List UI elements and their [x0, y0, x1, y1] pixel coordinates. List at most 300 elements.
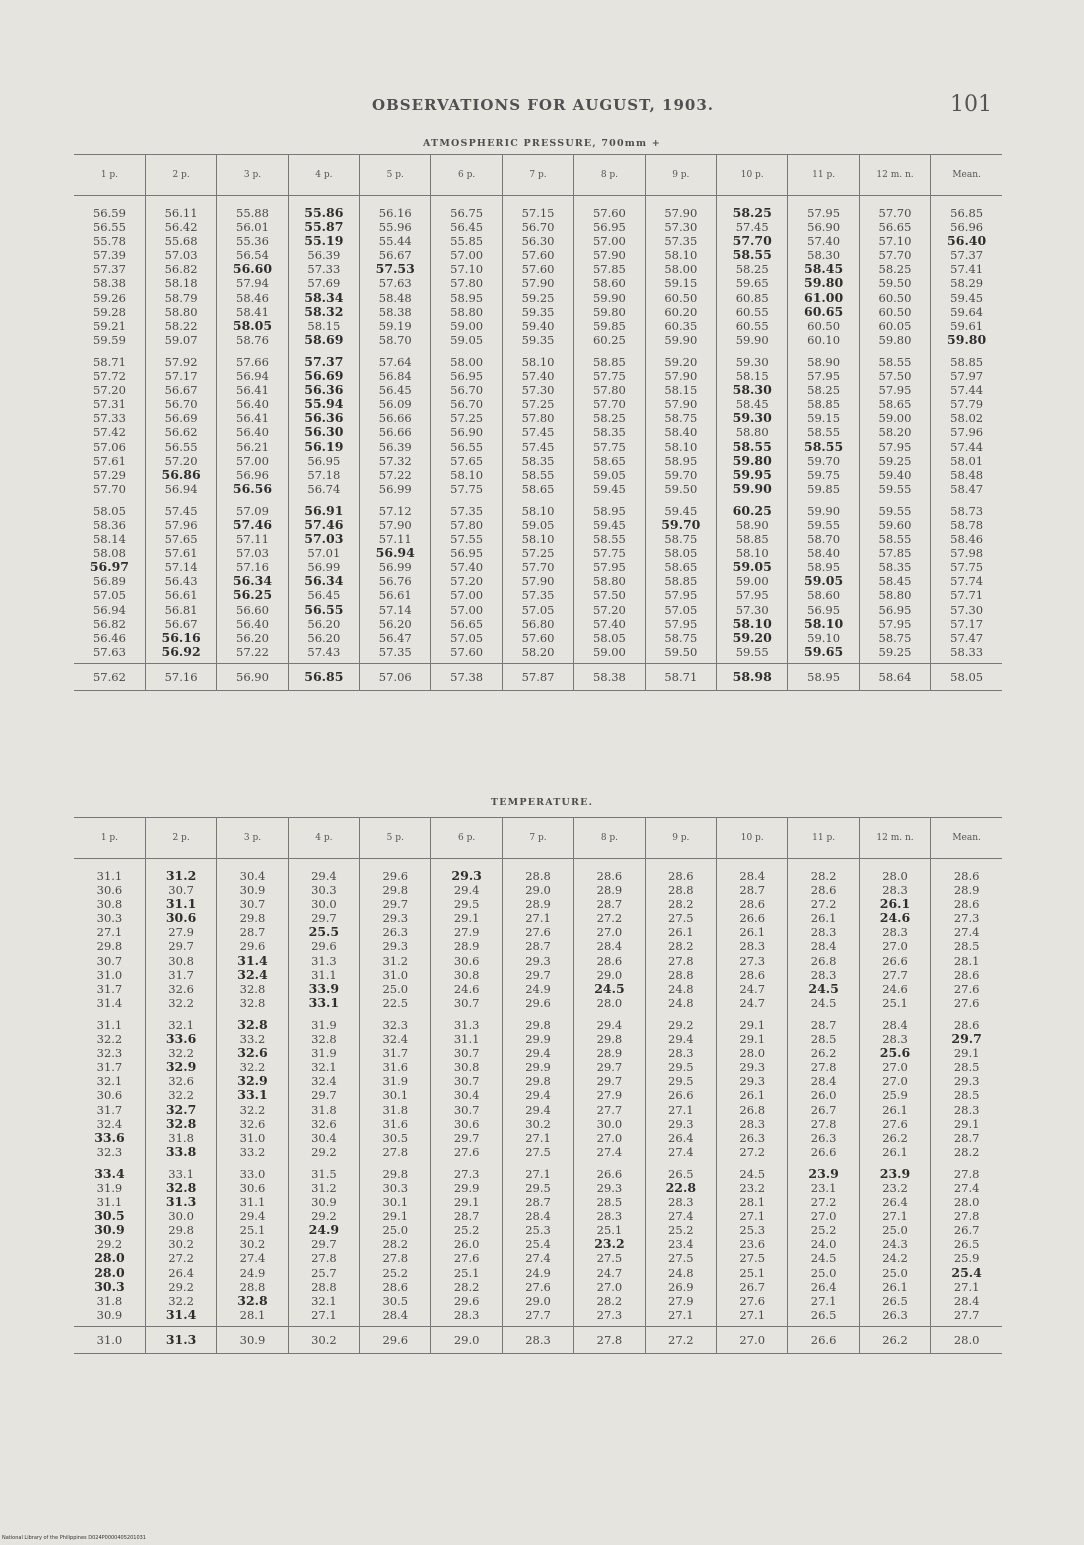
- table-cell: 27.5: [668, 1251, 694, 1266]
- table-cell: 59.00: [450, 318, 484, 333]
- table-cell: 57.97: [950, 369, 984, 384]
- table-cell: 29.5: [668, 1060, 694, 1075]
- table-cell: 56.74: [307, 481, 341, 496]
- page-header: [0, 92, 1084, 120]
- table-cell: 28.9: [596, 883, 623, 898]
- table-cell: 30.0: [168, 1209, 194, 1224]
- table-cell: 59.20: [664, 354, 698, 369]
- table-cell: 57.35: [521, 588, 555, 603]
- table-cell: 57.45: [164, 503, 198, 518]
- table-cell: 57.14: [164, 560, 198, 575]
- table-cell: 58.80: [164, 304, 198, 319]
- table-cell: 58.34: [304, 289, 344, 305]
- table-cell: 57.60: [521, 248, 555, 263]
- table-cell: 57.40: [807, 234, 841, 249]
- table-cell: 24.6: [879, 910, 911, 926]
- table-cell: 26.6: [739, 911, 766, 926]
- table-cell: 59.95: [732, 466, 772, 482]
- table-cell: 33.1: [237, 1087, 268, 1103]
- table-cell: 58.32: [304, 303, 344, 319]
- value-column: [574, 859, 645, 1327]
- table-cell: 56.21: [236, 439, 269, 454]
- table-cell: 57.22: [378, 467, 412, 482]
- table-cell: 56.67: [164, 383, 198, 398]
- table-cell: 56.01: [236, 220, 269, 235]
- table-cell: 27.8: [953, 1166, 980, 1181]
- table-cell: 56.82: [164, 262, 198, 277]
- table-cell: 30.6: [96, 883, 123, 898]
- table-cell: 30.9: [94, 1222, 125, 1238]
- table-cell: 57.90: [664, 369, 698, 384]
- table-cell: 26.3: [882, 1307, 908, 1322]
- table-cell: 27.1: [739, 1307, 766, 1322]
- table-cell: 27.2: [810, 1195, 837, 1210]
- table-cell: 56.69: [164, 411, 198, 426]
- table-cell: 57.61: [92, 453, 126, 468]
- table-cell: 28.4: [382, 1307, 409, 1322]
- value-group: [788, 355, 858, 496]
- table-cell: 26.4: [882, 1195, 908, 1210]
- table-cell: 27.0: [596, 1279, 623, 1294]
- table-cell: 28.8: [239, 1279, 266, 1294]
- table-cell: 58.55: [521, 467, 555, 482]
- table-cell: 30.7: [96, 953, 123, 968]
- table-cell: 57.30: [950, 602, 984, 617]
- table-cell: 25.9: [882, 1088, 908, 1103]
- table-cell: 31.1: [311, 967, 337, 982]
- table-cell: 58.00: [450, 354, 484, 369]
- table-cell: 57.30: [735, 602, 769, 617]
- table-cell: 28.6: [953, 1017, 980, 1032]
- table-cell: 29.8: [525, 1017, 551, 1032]
- mean-cell: 57.87: [502, 663, 573, 690]
- table-cell: 28.6: [953, 967, 980, 982]
- value-group: [503, 869, 573, 1010]
- value-group: [931, 1167, 1002, 1322]
- table-cell: 26.2: [810, 1046, 837, 1061]
- table-cell: 29.4: [668, 1032, 694, 1047]
- value-group: [788, 1167, 858, 1322]
- table-cell: 32.8: [239, 995, 266, 1010]
- table-cell: 56.96: [236, 467, 269, 482]
- table-cell: 27.4: [239, 1251, 266, 1266]
- table-cell: 58.35: [521, 453, 555, 468]
- table-cell: 57.85: [592, 262, 626, 277]
- table-cell: 31.2: [382, 953, 409, 968]
- table-cell: 57.45: [521, 425, 555, 440]
- table-cell: 31.9: [311, 1017, 337, 1032]
- table-cell: 59.70: [664, 467, 698, 482]
- table-cell: 56.40: [236, 616, 269, 631]
- table-cell: 56.34: [304, 573, 344, 589]
- table-cell: 58.75: [664, 532, 698, 547]
- table-cell: 26.1: [668, 925, 694, 940]
- value-column: [217, 859, 288, 1327]
- table-cell: 31.3: [311, 953, 337, 968]
- table-cell: 28.4: [882, 1017, 908, 1032]
- table-cell: 27.1: [739, 1209, 766, 1224]
- table-cell: 57.22: [236, 644, 269, 659]
- table-cell: 31.8: [96, 1293, 123, 1308]
- table-cell: 27.3: [953, 911, 980, 926]
- table-cell: 32.2: [168, 995, 194, 1010]
- table-cell: 27.1: [525, 1130, 551, 1145]
- table-cell: 28.0: [739, 1046, 766, 1061]
- table-cell: 30.5: [382, 1130, 409, 1145]
- table-cell: 32.2: [96, 1032, 123, 1047]
- table-cell: 27.7: [596, 1102, 623, 1117]
- table-cell: 24.9: [525, 1265, 551, 1280]
- column-header: 9 p.: [645, 818, 716, 859]
- table-cell: 56.94: [236, 369, 269, 384]
- table-cell: 56.95: [450, 369, 484, 384]
- value-group: [217, 355, 287, 496]
- table-cell: 59.45: [664, 503, 698, 518]
- table-cell: 58.01: [950, 453, 984, 468]
- table-cell: 56.66: [378, 411, 412, 426]
- table-cell: 57.03: [304, 531, 344, 547]
- table-cell: 56.40: [947, 233, 987, 249]
- table-cell: 58.38: [378, 304, 412, 319]
- mean-cell: 58.64: [859, 663, 930, 690]
- value-column: [288, 859, 359, 1327]
- table-cell: 27.6: [739, 1293, 766, 1308]
- column-header: 4 p.: [288, 818, 359, 859]
- table-cell: 28.8: [525, 869, 551, 883]
- table-cell: 56.36: [304, 382, 344, 398]
- table-cell: 28.6: [810, 883, 837, 898]
- table-cell: 57.90: [378, 517, 412, 532]
- table-cell: 59.64: [950, 304, 984, 319]
- table-cell: 59.28: [92, 304, 126, 319]
- table-cell: 26.5: [810, 1307, 837, 1322]
- table-cell: 32.8: [165, 1179, 197, 1195]
- table-cell: 58.45: [878, 574, 912, 589]
- table-cell: 57.75: [450, 481, 484, 496]
- table-cell: 27.2: [739, 1144, 766, 1159]
- table-cell: 33.2: [239, 1032, 266, 1047]
- table-cell: 28.3: [739, 939, 766, 954]
- table-cell: 24.7: [596, 1265, 623, 1280]
- table-cell: 58.10: [804, 615, 844, 631]
- table-cell: 59.80: [878, 332, 912, 347]
- value-group: [431, 355, 501, 496]
- column-header: 2 p.: [145, 818, 216, 859]
- table-cell: 31.2: [165, 868, 197, 883]
- value-group: [289, 1167, 359, 1322]
- table-cell: 28.4: [596, 939, 623, 954]
- table-cell: 56.80: [521, 616, 555, 631]
- table-cell: 58.95: [807, 560, 841, 575]
- table-cell: 60.50: [664, 290, 698, 305]
- mean-cell: 58.95: [788, 663, 859, 690]
- mean-cell: 26.6: [788, 1326, 859, 1353]
- table-cell: 59.80: [732, 452, 772, 468]
- table-cell: 24.2: [882, 1251, 908, 1266]
- table-cell: 29.1: [739, 1017, 766, 1032]
- table-cell: 57.20: [164, 453, 198, 468]
- table-cell: 58.10: [664, 248, 698, 263]
- table-cell: 27.1: [525, 1166, 551, 1181]
- table-cell: 29.7: [382, 897, 409, 912]
- value-column: [717, 859, 788, 1327]
- table-cell: 56.56: [232, 480, 273, 496]
- table-cell: 58.90: [807, 354, 841, 369]
- table-cell: 58.46: [236, 290, 269, 305]
- column-header: 7 p.: [502, 818, 573, 859]
- table-cell: 25.9: [953, 1251, 980, 1266]
- table-cell: 56.99: [307, 560, 341, 575]
- table-cell: 58.78: [950, 517, 984, 532]
- table-cell: 58.10: [450, 467, 484, 482]
- table-cell: 57.32: [378, 453, 412, 468]
- table-cell: 58.47: [950, 481, 984, 496]
- table-cell: 28.3: [953, 1102, 980, 1117]
- table-cell: 28.0: [94, 1250, 125, 1266]
- table-cell: 30.7: [453, 1046, 480, 1061]
- table-cell: 57.95: [878, 439, 912, 454]
- table-cell: 30.9: [311, 1195, 337, 1210]
- table-cell: 57.25: [521, 546, 555, 561]
- table-cell: 58.85: [592, 354, 626, 369]
- value-group: [74, 1167, 145, 1322]
- table-cell: 27.0: [596, 925, 623, 940]
- table-cell: 28.3: [739, 1116, 766, 1131]
- column-header: 3 p.: [217, 155, 288, 196]
- value-group: [717, 355, 787, 496]
- table-cell: 57.92: [164, 354, 198, 369]
- table-cell: 29.3: [451, 868, 482, 883]
- table-cell: 29.2: [311, 1144, 337, 1159]
- table-cell: 57.95: [664, 616, 698, 631]
- table-cell: 27.3: [596, 1307, 623, 1322]
- table-cell: 29.3: [382, 939, 409, 954]
- table-cell: 58.48: [378, 290, 412, 305]
- mean-cell: 27.0: [717, 1326, 788, 1353]
- table-cell: 56.55: [450, 439, 484, 454]
- table-cell: 55.44: [378, 234, 412, 249]
- table-cell: 56.67: [378, 248, 412, 263]
- table-cell: 57.17: [950, 616, 984, 631]
- table-cell: 30.4: [453, 1088, 480, 1103]
- table-cell: 29.8: [596, 1032, 623, 1047]
- table-cell: 56.45: [450, 220, 484, 235]
- table-cell: 56.30: [521, 234, 555, 249]
- table-cell: 25.0: [810, 1265, 837, 1280]
- table-cell: 56.99: [378, 560, 412, 575]
- table-cell: 58.38: [92, 276, 126, 291]
- table-cell: 28.6: [596, 869, 623, 883]
- table-cell: 27.0: [882, 1074, 908, 1089]
- table-cell: 29.7: [596, 1074, 623, 1089]
- table-cell: 30.7: [239, 897, 266, 912]
- table-cell: 24.6: [882, 981, 908, 996]
- table-cell: 24.3: [882, 1237, 908, 1252]
- table-cell: 56.36: [304, 410, 344, 426]
- table-cell: 57.11: [236, 532, 269, 547]
- mean-row: [74, 663, 1002, 690]
- table-cell: 25.0: [882, 1223, 908, 1238]
- table-cell: 58.95: [664, 453, 698, 468]
- table-cell: 56.09: [378, 397, 412, 412]
- table-cell: 24.5: [594, 980, 625, 996]
- table-cell: 27.6: [953, 995, 980, 1010]
- table-cell: 27.1: [311, 1307, 337, 1322]
- table-cell: 58.69: [304, 331, 344, 347]
- table-cell: 56.43: [164, 574, 198, 589]
- table-cell: 59.25: [878, 644, 912, 659]
- table-cell: 58.55: [732, 247, 772, 263]
- table-cell: 56.46: [92, 630, 126, 645]
- value-group: [646, 504, 716, 659]
- table-cell: 60.05: [878, 318, 912, 333]
- table-cell: 57.69: [307, 276, 341, 291]
- table-cell: 29.6: [453, 1293, 480, 1308]
- table-cell: 28.4: [810, 939, 837, 954]
- table-cell: 57.37: [304, 353, 344, 369]
- table-cell: 58.45: [804, 261, 844, 277]
- table-cell: 57.18: [307, 467, 341, 482]
- table-cell: 57.00: [450, 588, 484, 603]
- table-cell: 56.40: [236, 397, 269, 412]
- table-cell: 58.75: [878, 630, 912, 645]
- table-cell: 30.6: [96, 1088, 123, 1103]
- table-cell: 31.0: [382, 967, 409, 982]
- table-cell: 57.96: [950, 425, 984, 440]
- mean-cell: 27.8: [574, 1326, 645, 1353]
- table-cell: 57.11: [378, 532, 412, 547]
- table-cell: 29.1: [382, 1209, 409, 1224]
- table-cell: 56.62: [164, 425, 198, 440]
- table-cell: 29.7: [311, 911, 337, 926]
- value-group: [860, 1167, 930, 1322]
- table-cell: 23.2: [882, 1180, 908, 1195]
- table-cell: 58.10: [664, 439, 698, 454]
- table-cell: 57.20: [450, 574, 484, 589]
- table-cell: 59.50: [664, 644, 698, 659]
- table-cell: 56.94: [164, 481, 198, 496]
- table-cell: 25.7: [311, 1265, 337, 1280]
- mean-cell: 29.6: [360, 1326, 431, 1353]
- table-cell: 29.8: [168, 1223, 194, 1238]
- table-cell: 57.14: [378, 602, 412, 617]
- table-cell: 57.65: [164, 532, 198, 547]
- table-cell: 56.99: [378, 481, 412, 496]
- table-cell: 30.2: [239, 1237, 266, 1252]
- table-cell: 57.05: [664, 602, 698, 617]
- table-cell: 24.9: [308, 1222, 340, 1238]
- footer-note: National Library of the Philippines D024P0000405201031: [2, 1535, 146, 1541]
- table-cell: 25.3: [739, 1223, 766, 1238]
- table-cell: 56.67: [164, 616, 198, 631]
- table-cell: 27.0: [810, 1209, 837, 1224]
- table-cell: 31.0: [239, 1130, 266, 1145]
- column-header: 12 m. n.: [859, 818, 930, 859]
- table-cell: 57.17: [164, 369, 198, 384]
- table-cell: 27.0: [882, 1060, 908, 1075]
- header-row: [74, 818, 1002, 859]
- table-cell: 57.05: [521, 602, 555, 617]
- table-cell: 27.9: [453, 925, 480, 940]
- table-cell: 58.25: [878, 262, 912, 277]
- table-cell: 55.88: [236, 206, 269, 220]
- table-cell: 55.85: [450, 234, 484, 249]
- table-cell: 30.5: [94, 1208, 125, 1224]
- value-group: [788, 206, 858, 347]
- table-cell: 31.7: [382, 1046, 409, 1061]
- value-group: [717, 206, 787, 347]
- value-group: [74, 504, 145, 659]
- table-cell: 57.43: [307, 644, 341, 659]
- table-cell: 56.30: [304, 424, 344, 440]
- table-cell: 32.1: [96, 1074, 123, 1089]
- value-column: [502, 196, 573, 664]
- table-cell: 58.25: [732, 205, 772, 220]
- table-cell: 59.80: [804, 275, 844, 291]
- table-cell: 59.15: [807, 411, 841, 426]
- table-cell: 29.1: [953, 1046, 980, 1061]
- table-cell: 31.4: [165, 1306, 197, 1322]
- table-cell: 57.44: [950, 383, 984, 398]
- table-cell: 31.1: [239, 1195, 266, 1210]
- value-column: [502, 859, 573, 1327]
- table-cell: 57.95: [878, 383, 912, 398]
- table-cell: 26.6: [596, 1166, 623, 1181]
- table-cell: 30.7: [453, 1074, 480, 1089]
- table-cell: 28.4: [810, 1074, 837, 1089]
- table-cell: 30.3: [311, 883, 337, 898]
- table-cell: 56.70: [164, 397, 198, 412]
- table-cell: 30.1: [382, 1088, 409, 1103]
- value-group: [503, 355, 573, 496]
- column-header: 10 p.: [717, 155, 788, 196]
- table-cell: 28.3: [453, 1307, 480, 1322]
- table-cell: 56.65: [450, 616, 484, 631]
- table-cell: 57.50: [878, 369, 912, 384]
- table-cell: 57.35: [450, 503, 484, 518]
- table-cell: 56.90: [807, 220, 841, 235]
- table-cell: 30.8: [453, 1060, 480, 1075]
- table-cell: 28.6: [953, 897, 980, 912]
- table-cell: 57.80: [592, 383, 626, 398]
- value-group: [146, 1167, 216, 1322]
- mean-cell: 58.05: [931, 663, 1002, 690]
- table-cell: 28.6: [668, 869, 694, 883]
- table-cell: 22.8: [665, 1179, 697, 1195]
- table-cell: 58.79: [164, 290, 198, 305]
- table-cell: 23.9: [808, 1165, 839, 1181]
- table-cell: 58.00: [664, 262, 698, 277]
- table-cell: 31.7: [168, 967, 194, 982]
- table-cell: 56.39: [378, 439, 412, 454]
- table-cell: 28.2: [810, 869, 837, 883]
- table-cell: 25.4: [525, 1237, 551, 1252]
- table-cell: 28.0: [953, 1195, 980, 1210]
- table-cell: 56.11: [164, 206, 198, 220]
- table-cell: 58.35: [878, 560, 912, 575]
- table-cell: 27.1: [810, 1293, 837, 1308]
- table-cell: 57.60: [450, 644, 484, 659]
- table-cell: 55.36: [236, 234, 269, 249]
- table-cell: 31.9: [382, 1074, 409, 1089]
- table-cell: 28.8: [668, 967, 694, 982]
- value-group: [217, 1167, 287, 1322]
- table-cell: 60.55: [735, 318, 769, 333]
- column-header: 6 p.: [431, 818, 502, 859]
- table-cell: 57.90: [664, 397, 698, 412]
- table-cell: 58.55: [807, 425, 841, 440]
- table-cell: 28.7: [525, 1195, 551, 1210]
